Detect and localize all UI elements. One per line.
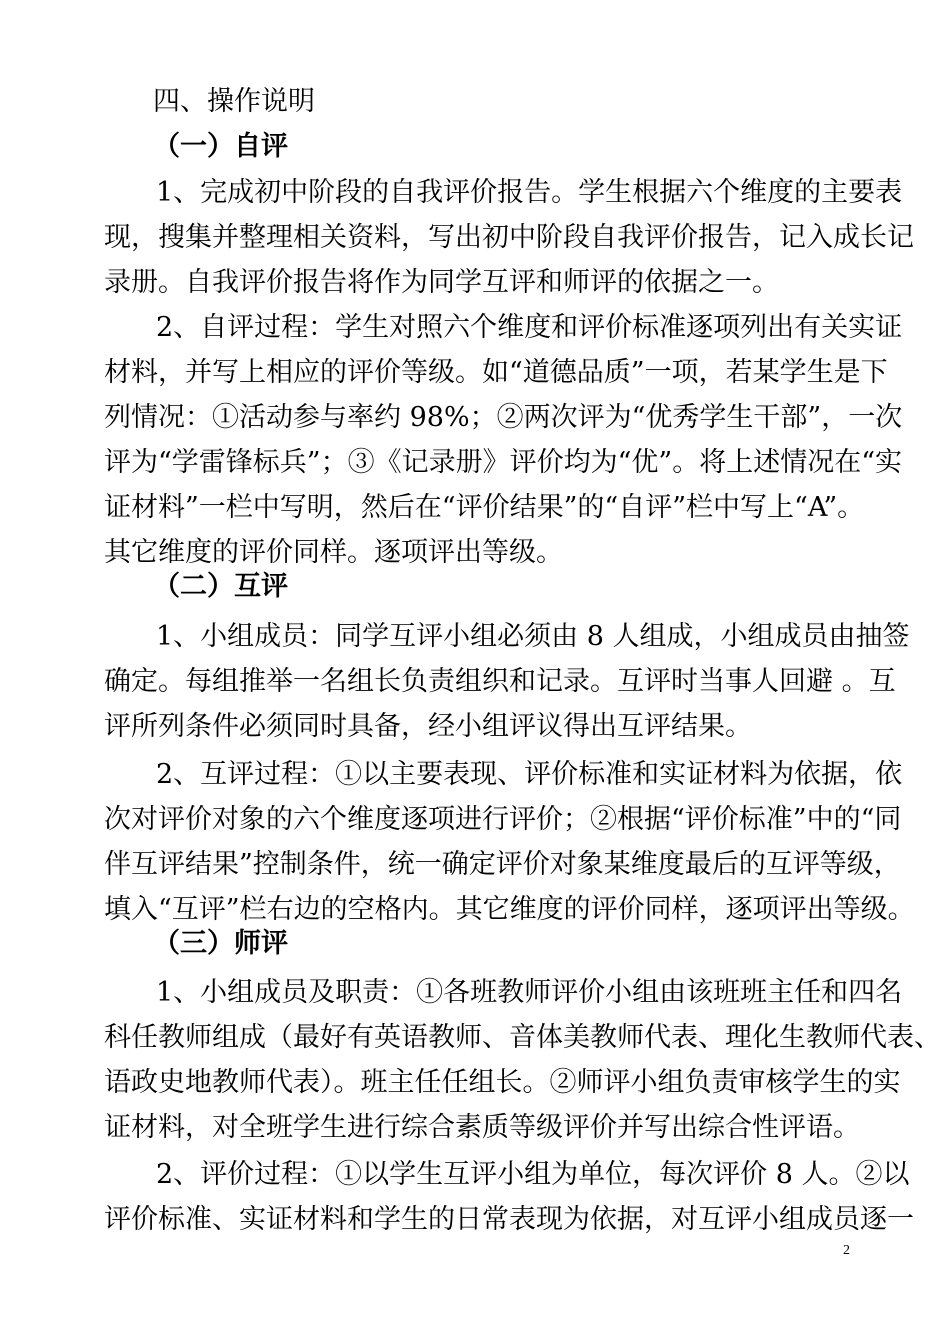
page-number: 2 [843,1243,850,1258]
subsection-heading-teacher-evaluation: （三）师评 [153,928,288,959]
paragraph-peer-eval-1 [104,614,910,749]
text-line: 次对评价对象的六个维度逐项进行评价；②根据“评价标准”中的“同 [104,804,902,835]
text-line: 1、小组成员及职责：①各班教师评价小组由该班班主任和四名 [156,977,903,1008]
paragraph-teacher-eval-1 [104,970,941,1150]
text-line: 评为“学雷锋标兵”；③《记录册》评价均为“优”。将上述情况在“实 [104,447,903,478]
section-title: 四、操作说明 [153,86,315,117]
text-line: 2、互评过程：①以主要表现、评价标准和实证材料为依据，依 [156,759,903,790]
text-line: 科任教师组成（最好有英语教师、音体美教师代表、理化生教师代表、 [104,1022,941,1053]
text-line: 评所列条件必须同时具备，经小组评议得出互评结果。 [104,711,752,742]
text-line: 1、小组成员：同学互评小组必须由 8 人组成，小组成员由抽签 [156,621,910,652]
text-line: 证材料”一栏中写明，然后在“评价结果”的“自评”栏中写上“A”。 [104,492,865,523]
text-line: 列情况：①活动参与率约 98%；②两次评为“优秀学生干部”，一次 [104,402,903,433]
text-line: 2、评价过程：①以学生互评小组为单位，每次评价 8 人。②以 [156,1159,910,1190]
paragraph-self-eval-2 [104,305,903,575]
paragraph-peer-eval-2 [104,752,915,932]
text-line: 评价标准、实证材料和学生的日常表现为依据，对互评小组成员逐一 [104,1204,914,1235]
text-line: 其它维度的评价同样。逐项评出等级。 [104,537,563,568]
text-line: 证材料，对全班学生进行综合素质等级评价并写出综合性评语。 [104,1112,860,1143]
text-line: 2、自评过程：学生对照六个维度和评价标准逐项列出有关实证 [156,312,903,343]
subsection-heading-self-evaluation: （一）自评 [153,131,288,162]
text-line: 语政史地教师代表）。班主任任组长。②师评小组负责审核学生的实 [104,1067,901,1098]
text-line: 1、完成初中阶段的自我评价报告。学生根据六个维度的主要表 [156,177,903,208]
text-line: 伴互评结果”控制条件，统一确定评价对象某维度最后的互评等级， [104,849,901,880]
text-line: 确定。每组推举一名组长负责组织和记录。互评时当事人回避 。互 [104,666,896,697]
paragraph-teacher-eval-2 [104,1152,914,1242]
text-line: 材料，并写上相应的评价等级。如“道德品质”一项，若某学生是下 [104,357,888,388]
subsection-heading-peer-evaluation: （二）互评 [153,571,288,602]
paragraph-self-eval-1 [104,170,914,305]
text-line: 录册。自我评价报告将作为同学互评和师评的依据之一。 [104,267,779,298]
text-line: 填入“互评”栏右边的空格内。其它维度的评价同样，逐项评出等级。 [104,894,915,925]
text-line: 现，搜集并整理相关资料，写出初中阶段自我评价报告，记入成长记 [104,222,914,253]
